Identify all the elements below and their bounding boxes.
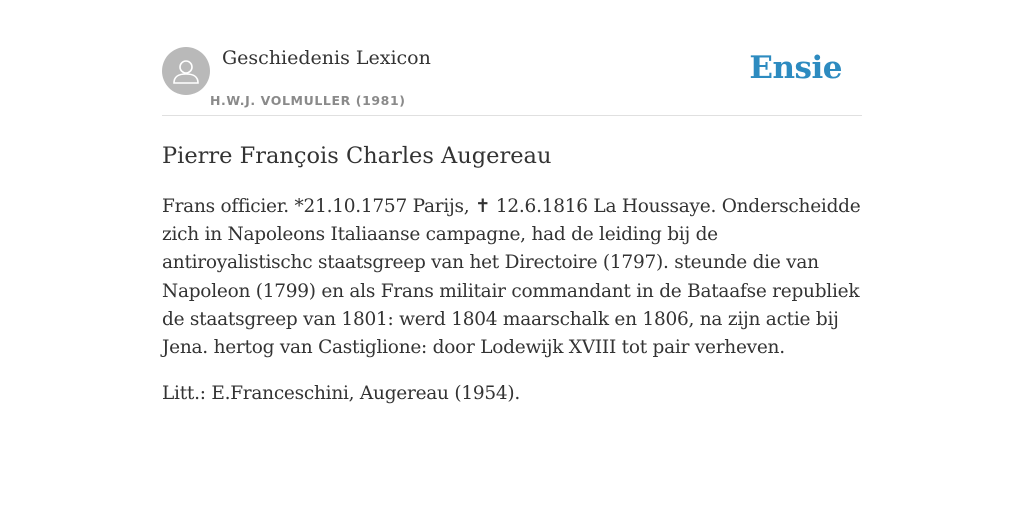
article-body: Frans officier. *21.10.1757 Parijs, ✝ 12.6.1816 La Houssaye. Onderscheidde zich in Napoleons Italiaanse campagne, had de leiding bij de antiroyalistischc staatsgreep van het Directoire (1797). steunde die van Napoleon (1799) en als Frans militair commandant in de Bataafse republiek de staatsgreep van 1801: werd 1804 maarschalk en 1806, na zijn actie bij Jena. hertog van Castiglione: door Lodewijk XVIII tot pair verheven. (162, 196, 861, 359)
article-container (162, 46, 862, 408)
source-title[interactable]: Geschiedenis Lexicon (222, 47, 431, 69)
author-name[interactable]: H.W.J. VOLMULLER (1981) (210, 93, 406, 108)
user-icon (162, 47, 210, 95)
literature-reference: Litt.: E.Franceschini, Augereau (1954). (162, 383, 520, 405)
page-title: Pierre François Charles Augereau (162, 143, 552, 169)
avatar[interactable] (162, 47, 210, 95)
ensie-logo[interactable]: Ensie (749, 50, 842, 86)
article-header (162, 46, 862, 116)
